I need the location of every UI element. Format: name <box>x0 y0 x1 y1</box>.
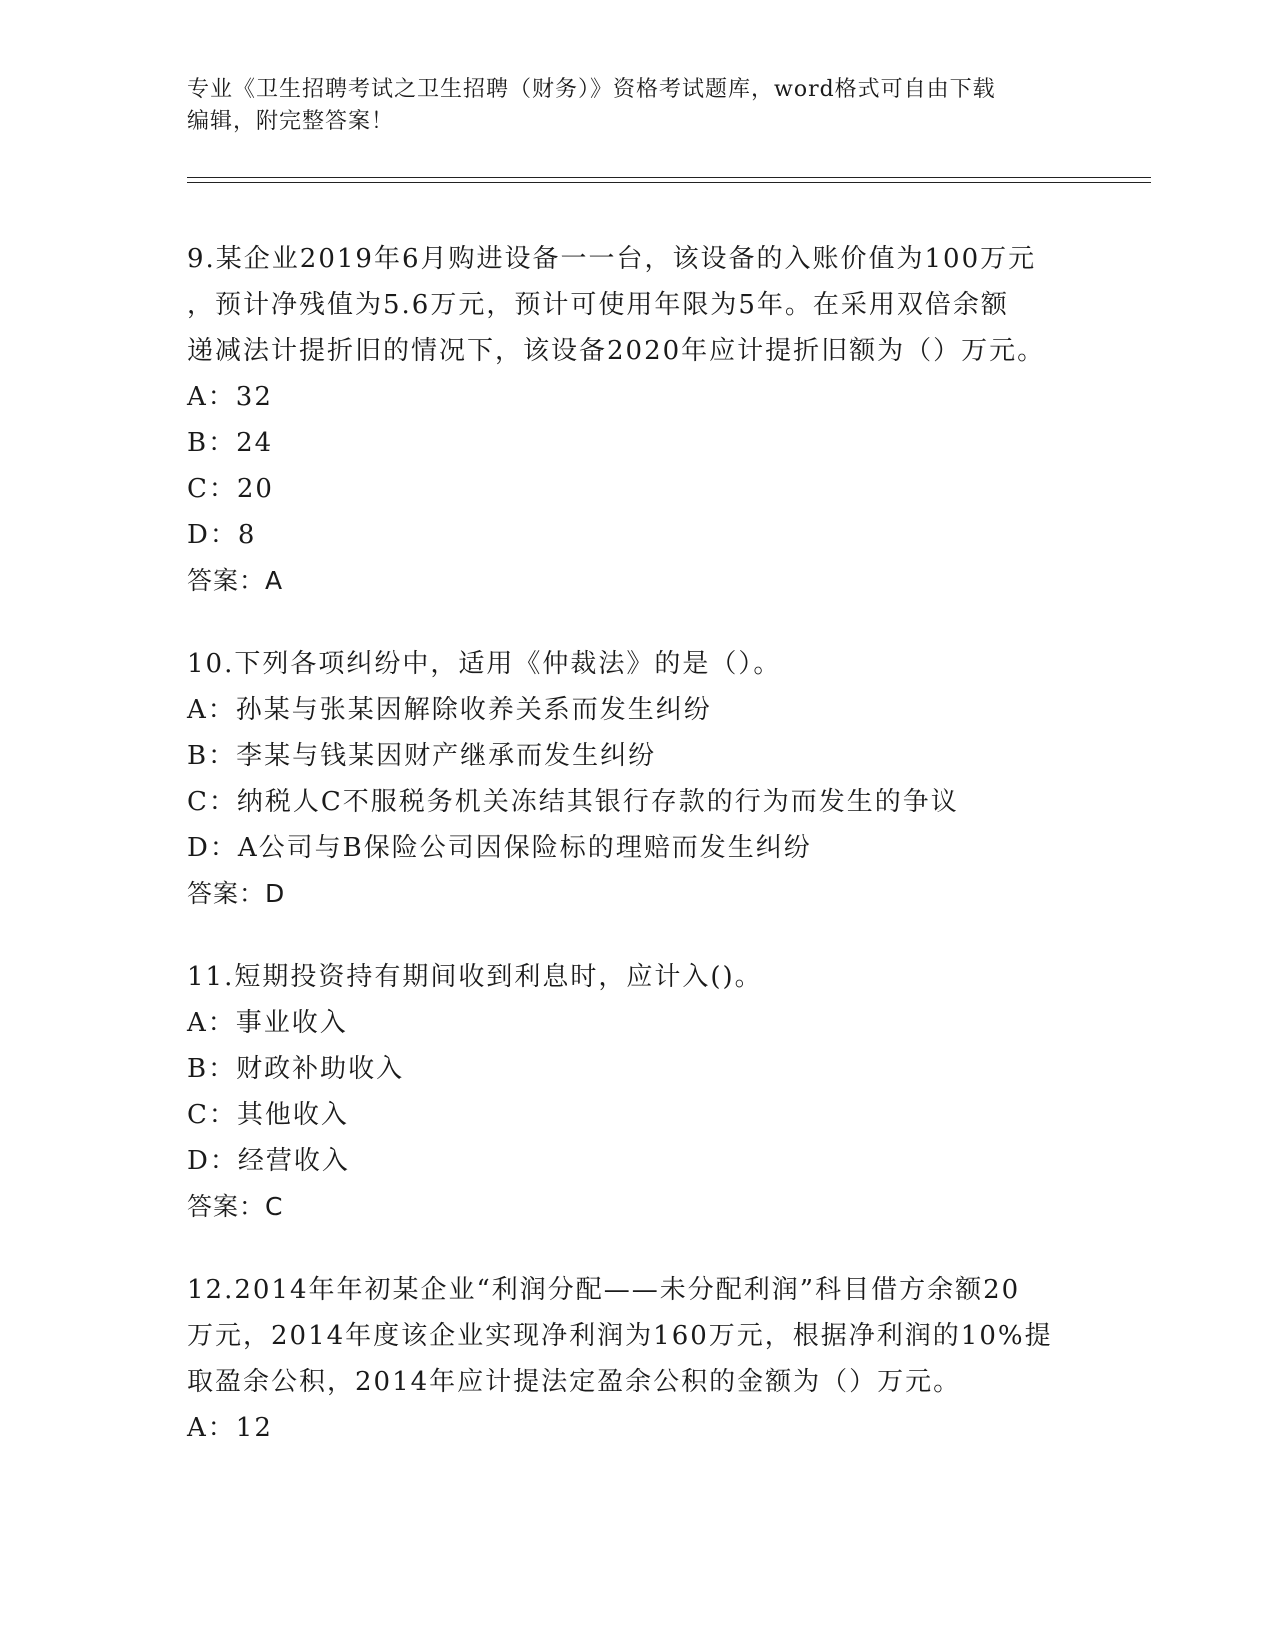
option-c: C：其他收入 <box>187 1100 349 1130</box>
option-d: D：经营收入 <box>187 1146 350 1176</box>
question-stem-line: 万元，2014年度该企业实现净利润为160万元，根据净利润的10%提 <box>187 1321 1053 1351</box>
option-a: A：孙某与张某因解除收养关系而发生纠纷 <box>187 695 712 725</box>
question-stem-line: 11.短期投资持有期间收到利息时，应计入()。 <box>187 962 763 992</box>
question-list <box>187 236 1087 1488</box>
option-c: C：纳税人C不服税务机关冻结其银行存款的行为而发生的争议 <box>187 787 959 817</box>
header-divider-bottom <box>187 182 1151 183</box>
question-stem-line: 12.2014年年初某企业“利润分配——未分配利润”科目借方余额20 <box>187 1275 1021 1305</box>
option-a: A：事业收入 <box>187 1008 348 1038</box>
question-stem-line: 9.某企业2019年6月购进设备一一台，该设备的入账价值为100万元 <box>187 244 1037 274</box>
header-line-2: 编辑，附完整答案！ <box>187 109 395 134</box>
answer: 答案：A <box>187 566 284 595</box>
question-stem-line: 递减法计提折旧的情况下，该设备2020年应计提折旧额为（）万元。 <box>187 336 1046 366</box>
answer: 答案：C <box>187 1192 284 1221</box>
option-d: D：A公司与B保险公司因保险标的理赔而发生纠纷 <box>187 833 812 863</box>
question-12 <box>187 1267 1087 1451</box>
option-a: A：32 <box>187 382 273 412</box>
question-stem-line: 10.下列各项纠纷中，适用《仲裁法》的是（）。 <box>187 649 782 679</box>
option-b: B：财政补助收入 <box>187 1054 405 1084</box>
option-a: A：12 <box>187 1413 273 1443</box>
option-b: B：24 <box>187 428 274 458</box>
option-c: C：20 <box>187 474 274 504</box>
document-header <box>187 74 1087 138</box>
answer: 答案：D <box>187 879 286 908</box>
question-11 <box>187 954 1087 1230</box>
header-line-1: 专业《卫生招聘考试之卫生招聘（财务）》资格考试题库，word格式可自由下载 <box>187 77 996 102</box>
header-divider-top <box>187 177 1151 178</box>
question-stem-line: 取盈余公积，2014年应计提法定盈余公积的金额为（）万元。 <box>187 1367 962 1397</box>
option-b: B：李某与钱某因财产继承而发生纠纷 <box>187 741 657 771</box>
question-stem-line: ，预计净残值为5.6万元，预计可使用年限为5年。在采用双倍余额 <box>187 290 1009 320</box>
option-d: D：8 <box>187 520 257 550</box>
question-10 <box>187 641 1087 917</box>
question-9 <box>187 236 1087 604</box>
